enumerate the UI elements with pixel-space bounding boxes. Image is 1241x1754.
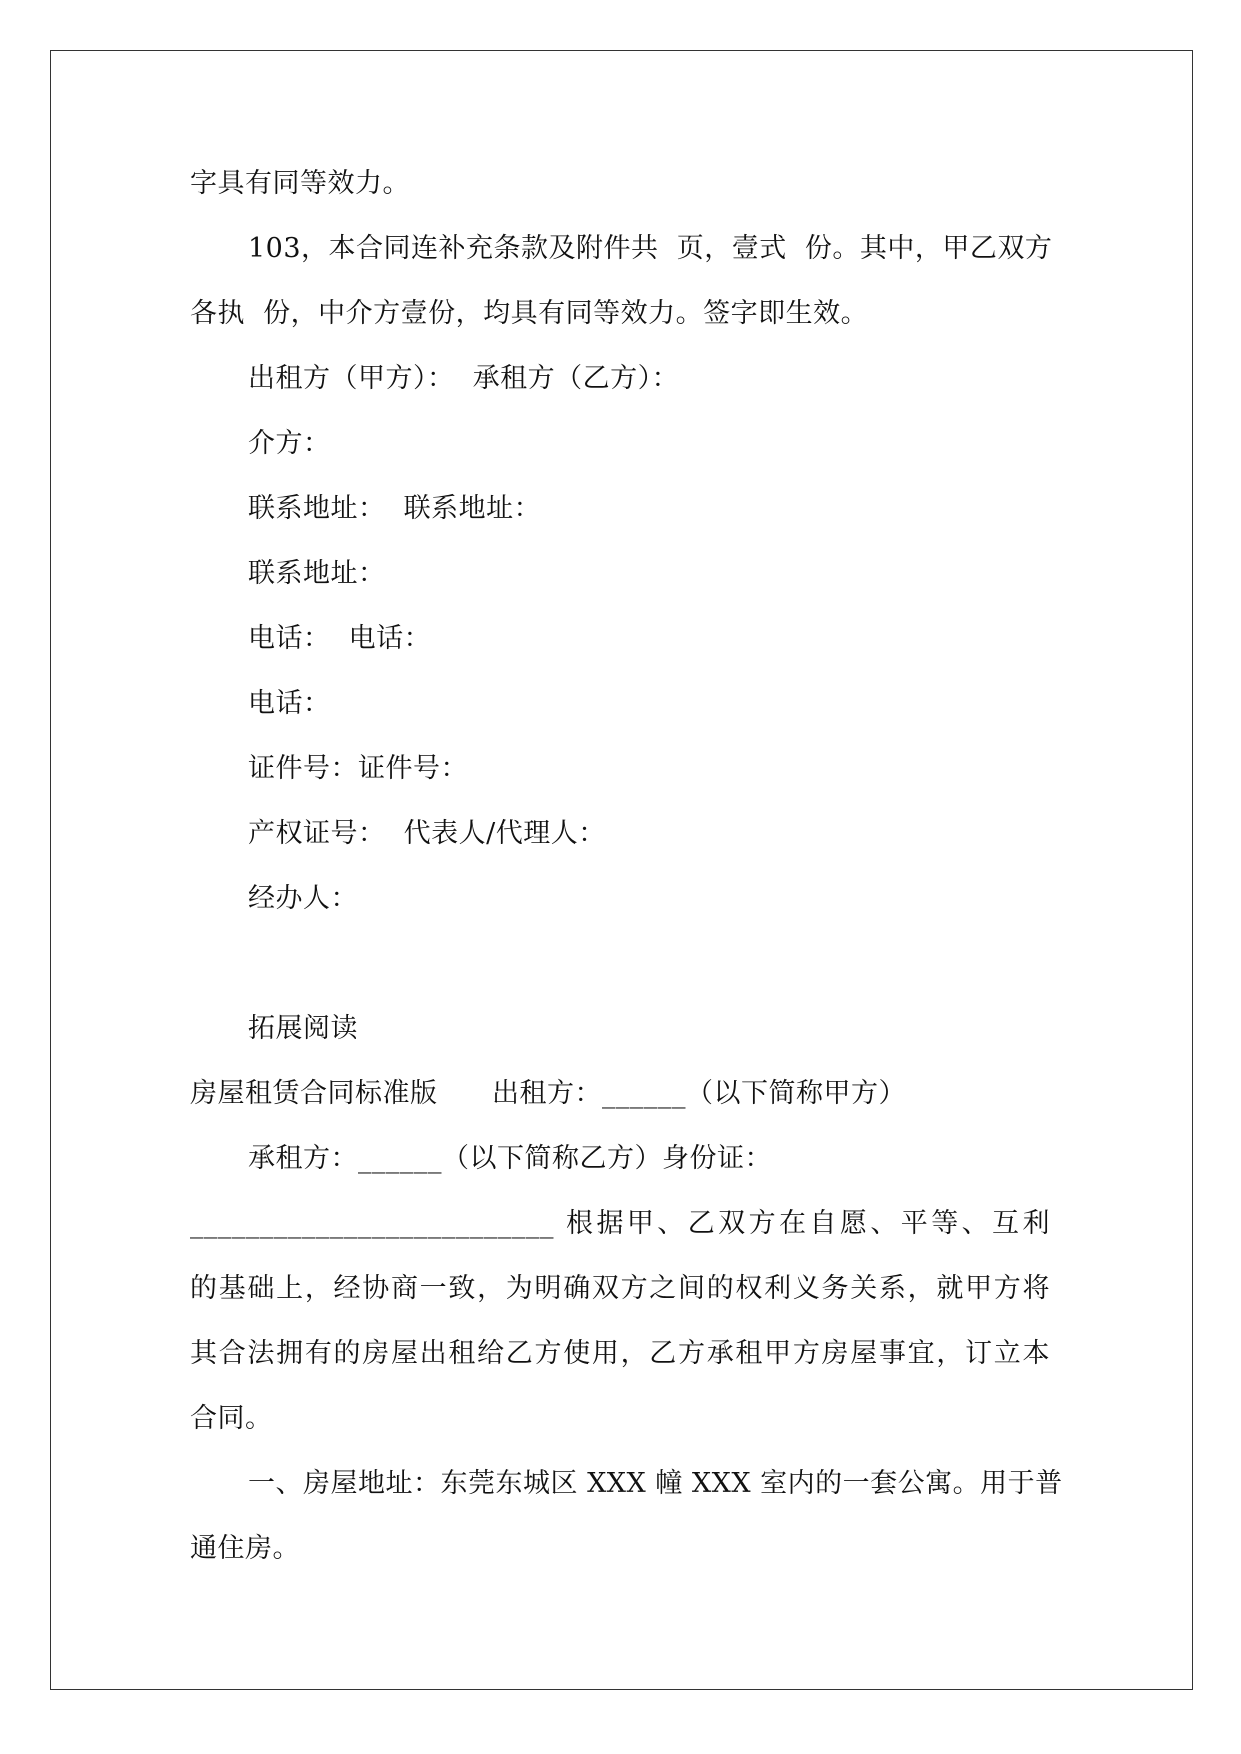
- text-line: 经办人：: [248, 883, 358, 914]
- text-line: 103，本合同连补充条款及附件共 页，壹式 份。其中，甲乙双方: [248, 233, 1053, 264]
- text-line: 证件号：证件号：: [248, 753, 468, 784]
- text-line: 各执 份，中介方壹份，均具有同等效力。签字即生效。: [190, 298, 869, 329]
- text-line: 电话：: [248, 688, 331, 719]
- text-line: 通住房。: [190, 1533, 300, 1564]
- text-line: 字具有同等效力。: [190, 168, 410, 199]
- text-line: 其合法拥有的房屋出租给乙方使用，乙方承租甲方房屋事宜，订立本: [190, 1338, 1050, 1369]
- text-line: 联系地址： 联系地址：: [248, 493, 542, 524]
- text-line: 的基础上，经协商一致，为明确双方之间的权利义务关系，就甲方将: [190, 1273, 1050, 1304]
- text-line: 出租方（甲方）： 承租方（乙方）：: [248, 363, 680, 394]
- text-line: 合同。: [190, 1403, 273, 1434]
- text-line: __________________________ 根据甲、乙双方在自愿、平等、互利: [190, 1208, 1050, 1239]
- text-line: 产权证号： 代表人/代理人：: [248, 818, 606, 849]
- text-line: 承租方：______（以下简称乙方）身份证：: [248, 1143, 772, 1174]
- text-line: 一、房屋地址：东莞东城区 XXX 幢 XXX 室内的一套公寓。用于普: [248, 1468, 1063, 1499]
- text-line: 介方：: [248, 428, 331, 459]
- text-line: 联系地址：: [248, 558, 386, 589]
- text-line: 房屋租赁合同标准版 出租方：______（以下简称甲方）: [190, 1078, 906, 1109]
- section-heading: 拓展阅读: [248, 1013, 358, 1044]
- text-line: 电话： 电话：: [248, 623, 432, 654]
